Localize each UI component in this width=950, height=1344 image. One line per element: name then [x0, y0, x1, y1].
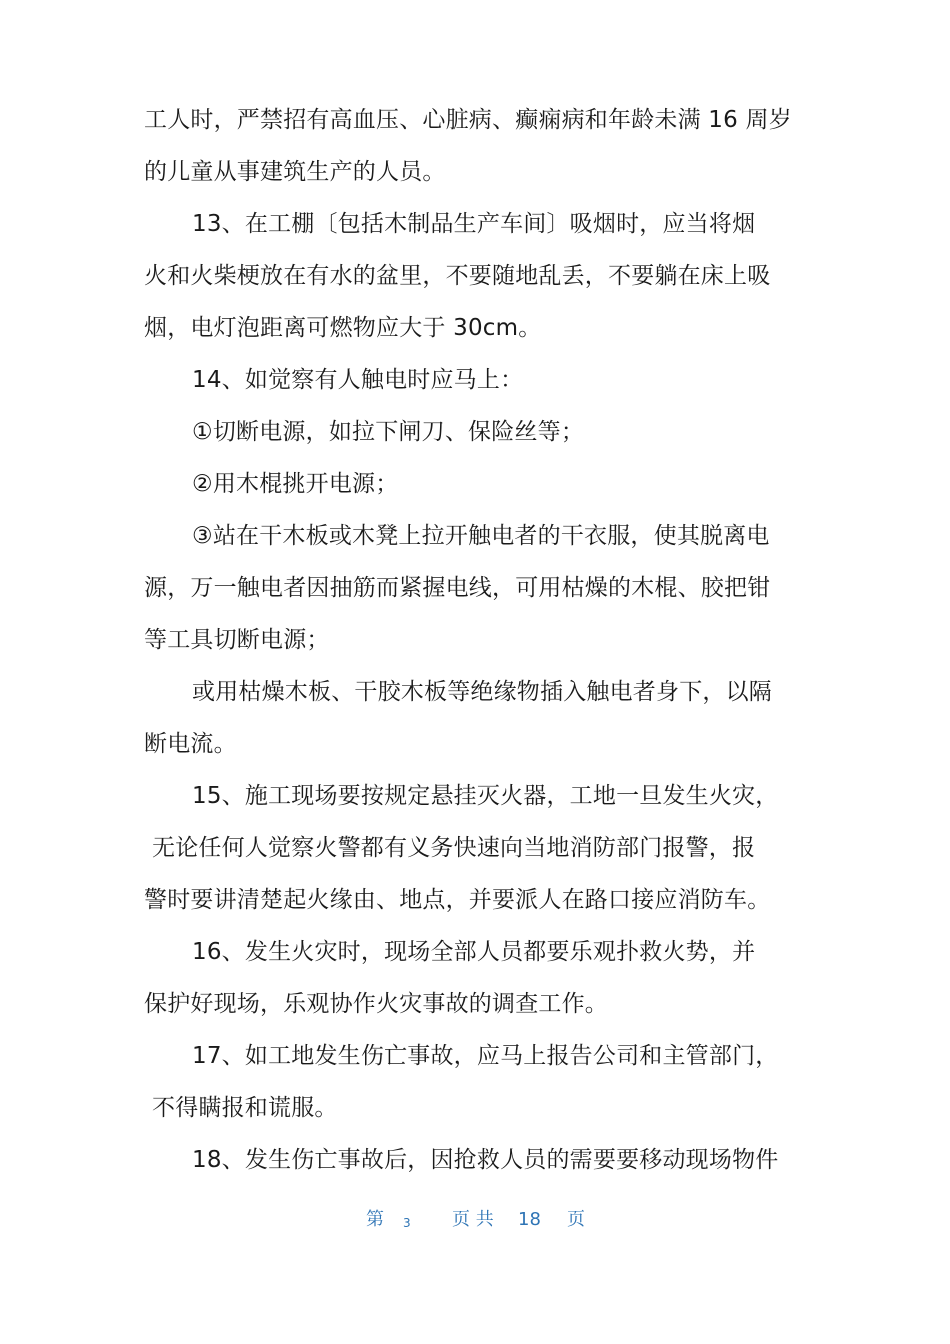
- text-line-14: 15、施工现场要按规定悬挂灭火器，工地一旦发生火灾，: [192, 783, 779, 809]
- footer-current-page: 3: [403, 1216, 411, 1230]
- text-line-4: 火和火柴梗放在有水的盆里，不要随地乱丢，不要躺在床上吸: [144, 263, 771, 289]
- text-line-20: 不得瞒报和谎服。: [152, 1095, 338, 1121]
- text-line-13: 断电流。: [144, 731, 237, 757]
- text-line-18: 保护好现场，乐观协作火灾事故的调查工作。: [144, 991, 608, 1017]
- text-line-9: ③站在干木板或木凳上拉开触电者的干衣服，使其脱离电: [192, 523, 770, 549]
- page-footer: [0, 1207, 950, 1233]
- text-line-8: ②用木棍挑开电源；: [192, 471, 399, 497]
- text-line-11: 等工具切断电源；: [144, 627, 330, 653]
- text-line-7: ①切断电源，如拉下闸刀、保险丝等；: [192, 419, 585, 445]
- text-line-12: 或用枯燥木板、干胶木板等绝缘物插入触电者身下，以隔: [192, 679, 772, 705]
- text-line-5: 烟，电灯泡距离可燃物应大于 30cm。: [144, 315, 542, 341]
- footer-total-pages: 18: [518, 1209, 541, 1230]
- footer-middle: 页 共: [452, 1209, 494, 1230]
- text-line-21: 18、发生伤亡事故后，因抢救人员的需要要移动现场物件: [192, 1147, 779, 1173]
- text-line-16: 警时要讲清楚起火缘由、地点，并要派人在路口接应消防车。: [144, 887, 771, 913]
- text-line-17: 16、发生火灾时，现场全部人员都要乐观扑救火势，并: [192, 939, 756, 965]
- text-line-2: 的儿童从事建筑生产的人员。: [144, 159, 446, 185]
- text-line-6: 14、如觉察有人触电时应马上：: [192, 367, 524, 393]
- footer-prefix: 第: [366, 1209, 384, 1230]
- text-line-15: 无论任何人觉察火警都有义务快速向当地消防部门报警，报: [152, 835, 756, 861]
- text-line-1: 工人时，严禁招有高血压、心脏病、癫痫病和年龄未满 16 周岁: [144, 107, 792, 133]
- text-line-19: 17、如工地发生伤亡事故，应马上报告公司和主管部门，: [192, 1043, 779, 1069]
- text-line-3: 13、在工棚〔包括木制品生产车间〕吸烟时，应当将烟: [192, 211, 756, 237]
- footer-suffix: 页: [567, 1209, 585, 1230]
- text-line-10: 源，万一触电者因抽筋而紧握电线，可用枯燥的木棍、胶把钳: [144, 575, 771, 601]
